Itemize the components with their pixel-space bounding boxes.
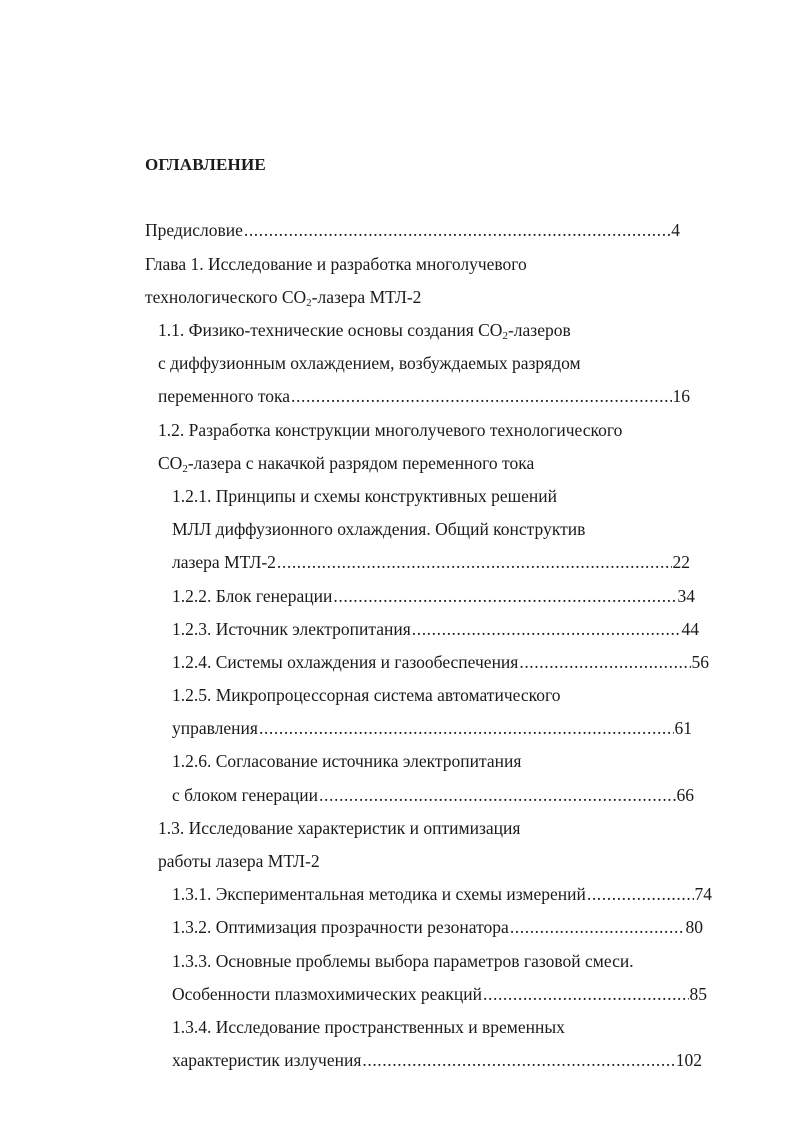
toc-section-1-3-2[interactable] bbox=[172, 915, 703, 939]
toc-page-number: 44 bbox=[681, 619, 699, 639]
toc-page-number: 85 bbox=[689, 984, 707, 1004]
toc-entry-preface[interactable] bbox=[145, 218, 680, 242]
toc-section-1-2-1-line-1[interactable] bbox=[172, 484, 557, 508]
toc-page-number: 102 bbox=[675, 1050, 702, 1070]
toc-section-1-2-2[interactable] bbox=[172, 584, 695, 608]
toc-page-number: 74 bbox=[694, 884, 712, 904]
toc-section-1-2-5-line-1[interactable] bbox=[172, 683, 560, 707]
toc-section-1-3-3-line-2[interactable] bbox=[172, 982, 707, 1006]
dot-leader bbox=[319, 783, 675, 807]
toc-entry-text: 1.3.3. Основные проблемы выбора параметров газовой смеси. bbox=[172, 951, 634, 971]
toc-entry-text: работы лазера МТЛ-2 bbox=[158, 851, 320, 871]
toc-entry-text: технологического $CO_2$-лазера МТЛ-2 bbox=[145, 287, 422, 309]
dot-leader bbox=[277, 550, 672, 574]
toc-section-1-3-4-line-1[interactable] bbox=[172, 1015, 565, 1039]
toc-section-1-2-line-1[interactable] bbox=[158, 418, 622, 442]
toc-entry-text: $CO_2$-лазера с накачкой разрядом переменного тока bbox=[158, 453, 535, 475]
toc-section-1-2-3[interactable] bbox=[172, 617, 699, 641]
toc-entry-text: с диффузионным охлаждением, возбуждаемых разрядом bbox=[158, 353, 581, 373]
toc-entry-text: 1.2.4. Системы охлаждения и газообеспечения bbox=[172, 652, 519, 672]
toc-section-1-2-6-line-2[interactable] bbox=[172, 783, 694, 807]
toc-section-1-2-6-line-1[interactable] bbox=[172, 749, 521, 773]
toc-page-number: 22 bbox=[672, 552, 690, 572]
toc-page-number: 16 bbox=[672, 386, 690, 406]
toc-section-1-2-1-line-2[interactable] bbox=[172, 517, 585, 541]
toc-page-number: 66 bbox=[676, 785, 694, 805]
toc-section-1-1-line-3[interactable] bbox=[158, 384, 690, 408]
toc-entry-text: 1.1. Физико-технические основы создания $CO_2$-лазеров bbox=[158, 320, 571, 342]
toc-section-1-2-5-line-2[interactable] bbox=[172, 716, 692, 740]
toc-entry-text: 1.2. Разработка конструкции многолучевого технологического bbox=[158, 420, 623, 440]
toc-entry-text: управления bbox=[172, 718, 258, 738]
toc-chapter-1-line-2[interactable] bbox=[145, 285, 421, 309]
toc-page-number: 4 bbox=[671, 220, 680, 240]
toc-section-1-3-4-line-2[interactable] bbox=[172, 1048, 702, 1072]
dot-leader bbox=[259, 716, 674, 740]
toc-title: ОГЛАВЛЕНИЕ bbox=[145, 155, 266, 174]
dot-leader bbox=[291, 384, 671, 408]
dot-leader bbox=[412, 617, 681, 641]
toc-entry-text: МЛЛ диффузионного охлаждения. Общий конструктив bbox=[172, 519, 586, 539]
dot-leader bbox=[483, 982, 688, 1006]
dot-leader bbox=[244, 218, 670, 242]
toc-entry-text: 1.2.3. Источник электропитания bbox=[172, 619, 411, 639]
toc-page-number: 56 bbox=[691, 652, 709, 672]
toc-entry-text: Предисловие bbox=[145, 220, 243, 240]
dot-leader bbox=[362, 1048, 674, 1072]
toc-section-1-1-line-1[interactable] bbox=[158, 318, 571, 342]
toc-section-1-3-line-1[interactable] bbox=[158, 816, 520, 840]
toc-entry-text: 1.3.1. Экспериментальная методика и схемы измерений bbox=[172, 884, 586, 904]
toc-section-1-2-1-line-3[interactable] bbox=[172, 550, 690, 574]
toc-entry-text: Глава 1. Исследование и разработка многолучевого bbox=[145, 254, 527, 274]
dot-leader bbox=[333, 584, 676, 608]
toc-entry-text: 1.2.6. Согласование источника электропитания bbox=[172, 751, 522, 771]
toc-section-1-3-1[interactable] bbox=[172, 882, 712, 906]
toc-section-1-3-line-2[interactable] bbox=[158, 849, 320, 873]
toc-entry-text: характеристик излучения bbox=[172, 1050, 362, 1070]
toc-page-number: 34 bbox=[677, 586, 695, 606]
toc-entry-text: 1.3. Исследование характеристик и оптимизация bbox=[158, 818, 521, 838]
dot-leader bbox=[510, 915, 685, 939]
toc-entry-text: 1.2.2. Блок генерации bbox=[172, 586, 333, 606]
toc-section-1-2-4[interactable] bbox=[172, 650, 709, 674]
toc-entry-text: 1.3.2. Оптимизация прозрачности резонатора bbox=[172, 917, 509, 937]
dot-leader bbox=[519, 650, 690, 674]
toc-entry-text: 1.2.5. Микропроцессорная система автоматического bbox=[172, 685, 561, 705]
toc-section-1-3-3-line-1[interactable] bbox=[172, 949, 634, 973]
toc-entry-text: Особенности плазмохимических реакций bbox=[172, 984, 483, 1004]
toc-page-number: 61 bbox=[674, 718, 692, 738]
toc-entry-text: с блоком генерации bbox=[172, 785, 319, 805]
toc-entry-text: 1.3.4. Исследование пространственных и временных bbox=[172, 1017, 565, 1037]
toc-entry-text: 1.2.1. Принципы и схемы конструктивных решений bbox=[172, 486, 557, 506]
toc-page-number: 80 bbox=[685, 917, 703, 937]
toc-section-1-1-line-2[interactable] bbox=[158, 351, 581, 375]
toc-entry-text: лазера МТЛ-2 bbox=[172, 552, 276, 572]
toc-chapter-1-line-1[interactable] bbox=[145, 252, 527, 276]
toc-section-1-2-line-2[interactable] bbox=[158, 451, 534, 475]
dot-leader bbox=[587, 882, 694, 906]
toc-entry-text: переменного тока bbox=[158, 386, 291, 406]
